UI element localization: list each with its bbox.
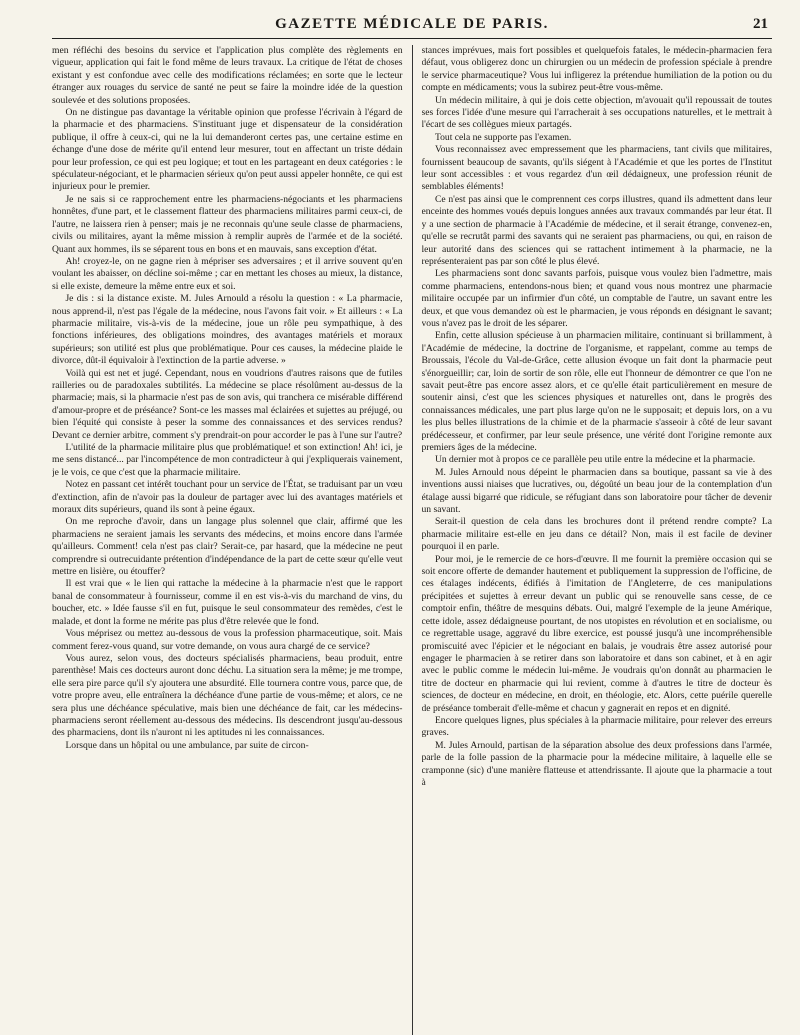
paragraph: Serait-il question de cela dans les brochures dont il prétend rendre compte? La pharmacie militaire est-elle en jeu dans ce détail? Non, mais il est facile de deviner pourquoi il en parle. <box>421 516 772 553</box>
paragraph: On me reproche d'avoir, dans un langage plus solennel que clair, affirmé que les pharmaciens ne seraient jamais les servants des médecins, et moins encore dans l'armée qu'ailleurs. Comment! cela n'est pas clair? Serait-ce, par hasard, que la médecine ne peut comprendre si outrecuidante prétention d'indépendance de la part de cette sœur qu'elle veut mettre en lisière, ou étouffer? <box>52 516 403 578</box>
paragraph: L'utilité de la pharmacie militaire plus que problématique! et son extinction! Ah! ici, je me sens distancé... par l'incompétence de mon contradicteur à qui j'expliquerais vainement, je le vois, ce que c'est que la pharmacie militaire. <box>52 442 403 478</box>
left-column <box>52 45 403 1035</box>
paragraph: Vous reconnaissez avec empressement que les pharmaciens, tant civils que militaires, fournissent beaucoup de savants, qu'ils siégent à l'Académie et que les portes de l'Institut leur sont accessibles : et vous regardez d'un œil dédaigneux, une profession réunit de semblables éléments! <box>421 144 772 193</box>
paragraph: Ce n'est pas ainsi que le comprennent ces corps illustres, quand ils admettent dans leur enceinte des hommes voués depuis longues années aux travaux commandés par leur état. Il y a une section de pharmacie à l'Académie de médecine, et il serait étrange, convenez-en, qu'elle se recrutât parmi des savants qui ne seraient pas pharmaciens, ou qui, en raison de leur autorité dans des sciences qui se rattachent intimement à la pharmacie, ne la représenteraient pas par son côté le plus élevé. <box>421 193 772 267</box>
running-header <box>52 8 772 39</box>
paragraph: Je ne sais si ce rapprochement entre les pharmaciens-négociants et les pharmaciens honnêtes, d'une part, et le classement flatteur des pharmaciens militaires parmi ceux-ci, de l'autre, ne laissera rien à penser; mais je ne reconnais qu'une seule classe de pharmaciens, civils ou militaires, ayant la même mission à remplir auprès de l'armée et de la société. Quant aux hommes, ils se séparent tous en bons et en mauvais, sans exception d'état. <box>52 193 403 255</box>
paragraph: Un dernier mot à propos ce ce parallèle peu utile entre la médecine et la pharmacie. <box>434 454 756 466</box>
paragraph: M. Jules Arnould, partisan de la séparation absolue des deux professions dans l'armée, parle de la folle passion de la pharmacie pour la médecine militaire, à laquelle elle se cramponne (sic) d'une manière flatteuse et attendrissante. Il ajoute que la pharmacie a tout à <box>421 739 772 788</box>
paragraph: M. Jules Arnould nous dépeint le pharmacien dans sa boutique, passant sa vie à des inventions aussi niaises que lucratives, ou, dégoûté un beau jour de la contemplation d'un étalage aussi bigarré que ridicule, se réfugiant dans son laboratoire pour tâcher de devenir un savant. <box>421 466 772 516</box>
paragraph: On ne distingue pas davantage la véritable opinion que professe l'écrivain à l'égard de la pharmacie et des pharmaciens. S'instituant juge et dispensateur de la considération publique, il offre à ceux-ci, qui ne la lui demanderont certes pas, une certaine estime en échange d'une dose de mérite qu'il entend leur mesurer, tout en affectant un triste dédain pour leur profession, ce qui est peu logique; et tout en les partageant en deux catégories : le spéculateur-négociant, et le pharmacien sérieux qu'on peut aussi appeler honnête, ce qui est injurieux pour le premier. <box>52 107 403 193</box>
paragraph: Il est vrai que « le lien qui rattache la médecine à la pharmacie n'est que le rapport banal de consommateur à fournisseur, comme il en est vis-à-vis du marchand de vins, du boucher, etc. » Idée fausse s'il en fut, puisque le seul consommateur des remèdes, c'est le malade, et dont la forme ne mérite pas plus d'être relevée que le fond. <box>52 578 403 627</box>
paragraph: Vous méprisez ou mettez au-dessous de vous la profession pharmaceutique, soit. Mais comment ferez-vous quand, sur votre demande, on vous aura chargé de ce service? <box>52 628 403 652</box>
paragraph: Tout cela ne supporte pas l'examen. <box>434 131 572 143</box>
paragraph: Lorsque dans un hôpital ou une ambulance, par suite de circon- <box>65 739 309 751</box>
paragraph: Pour moi, je le remercie de ce hors-d'œuvre. Il me fournit la première occasion qui se soit encore offerte de demander hautement et publiquement la suppression de l'officine, de ces étalages indécents, édifiés à l'imitation de l'Angleterre, de ces manipulations précipitées et sujettes à erreur devant un public qui se renouvelle sans cesse, de ce comptoir enfin, théâtre de mesquins débats. Oui, malgré l'exemple de la jeune Amérique, cette idole, assez dédaigneuse pourtant, de nos utopistes en révolution et en socialisme, ou ce regrettable usage, aggravé du libre exercice, est poussé jusqu'à une incompréhensible promiscuité avec l'épicier et le négociant en balais, je voudrais être assez autorisé pour engager le pharmacien à se retirer dans son laboratoire et dans son cabinet, et à en agir avec le public comme le médecin lui-même. Je voudrais qu'on donnât au pharmacien le titre de docteur en pharmacie qui lui revient, comme à d'autres le titre de docteur ès sciences, de docteur en médecine, en droit, en théologie, etc. Alors, cette puérile querelle de préséance tomberait d'elle-même et chacun y gagnerait en repos et en dignité. <box>421 553 772 714</box>
paragraph: Je dis : si la distance existe. M. Jules Arnould a résolu la question : « La pharmacie, nous apprend-il, n'est pas l'égale de la médecine, nous l'avons fait voir. » Et ailleurs : « La pharmacie militaire, vis-à-vis de la médecine, joue un rôle peu sympathique, à des fonctions inférieures, des obligations moindres, des avantages matériels et moraux supérieurs; son utilité est plus que problématique. Pour ces causes, la médecine plaide le divorce, dût-il équivaloir à l'extinction de la partie adverse. » <box>52 293 403 367</box>
page-number: 21 <box>753 16 768 32</box>
paragraph: Voilà qui est net et jugé. Cependant, nous en voudrions d'autres raisons que de futiles railleries ou de paradoxales subtilités. La médecine se place résolûment au-dessus de la pharmacie; mais, si la pharmacie n'est pas de son avis, qui tranchera ce misérable différend d'amour-propre et de préséance? Sont-ce les masses mal éclairées et sujettes au préjugé, ou bien l'équité qui consiste à peser la somme des connaissances et des services rendus? Devant ce dernier arbitre, comment s'y prendrait-on pour accorder le pas à l'une sur l'autre? <box>52 367 403 441</box>
column-divider <box>412 45 413 1035</box>
text-columns <box>52 45 772 1035</box>
paragraph: men réfléchi des besoins du service et l'application plus complète des règlements en vigueur, application qui fait le fond même de leurs travaux. La critique de l'état de choses existant y est confondue avec celle des modifications réclamées; en sorte que le lecteur étranger aux rouages du service de santé ne peut se faire la moindre idée de la question soulevée et des solutions proposées. <box>52 45 403 106</box>
right-column <box>422 45 773 1035</box>
paragraph: Vous aurez, selon vous, des docteurs spécialisés pharmaciens, beau produit, entre parenthèse! Mais ces docteurs auront donc déchu. La situation sera la même; je me trompe, elle sera pire parce qu'il s'y ajoutera une absurdité. Elle tournera contre vous, parce que, de votre propre aveu, elle entraînera la déchéance d'une partie de vous-même; et alors, ce ne sera plus une déchéance spéculative, mais bien une déchéance de fait, car les médecins-pharmaciens seront réellement au-dessous des médecins. Ils descendront jusqu'au-dessous des pharmaciens, dont ils n'auront ni les aptitudes ni les connaissances. <box>52 652 403 739</box>
paragraph: Les pharmaciens sont donc savants parfois, puisque vous voulez bien l'admettre, mais comme pharmaciens, entendons-nous bien; et quand vous nous montrez une pharmacie militaire occupée par un infirmier d'un côté, un comptable de l'autre, un savant entre les deux, et que vous demandez où est le pharmacien, je vous réponds en désignant le savant; vous n'avez pas le droit de les séparer. <box>421 268 772 329</box>
paragraph: Ah! croyez-le, on ne gagne rien à mépriser ses adversaires ; et il arrive souvent qu'en voulant les abaisser, on décline soi-même ; car en mettant les choses au mieux, la distance, si elle existe, demeure la même entre eux et soi. <box>52 255 403 292</box>
paragraph: Un médecin militaire, à qui je dois cette objection, m'avouait qu'il repoussait de toutes ses forces l'idée d'une mesure qui l'arracherait à ses occupations naturelles, et le mettrait à l'écart de ses collègues mieux partagés. <box>421 94 772 131</box>
paragraph: Encore quelques lignes, plus spéciales à la pharmacie militaire, pour relever des erreurs graves. <box>421 714 772 739</box>
journal-title: GAZETTE MÉDICALE DE PARIS. <box>275 16 549 32</box>
paragraph: stances imprévues, mais fort possibles et quelquefois fatales, le médecin-pharmacien fera défaut, vous obligerez donc un chirurgien ou un médecin de profession spéciale à prendre le service pharmaceutique? Vous lui infligerez la prétendue humiliation de la potion ou du compte en médicaments; vous la subirez peut-être vous-même. <box>421 45 772 94</box>
paragraph: Notez en passant cet intérêt touchant pour un service de l'État, se traduisant par un vœu d'extinction, afin de n'avoir pas la douleur de partager avec lui des avantages matériels et moraux dits supérieurs, quand ils sont à peine égaux. <box>52 479 403 516</box>
paragraph: Enfin, cette allusion spécieuse à un pharmacien militaire, continuant si brillamment, à l'Académie de médecine, la doctrine de l'organisme, et rappelant, comme au temps de Broussais, l'école du Val-de-Grâce, cette allusion évoque un fait dont la pharmacie peut s'énorgueillir; car, loin de sortir de son rôle, elle eut l'honneur de démontrer ce que l'on ne savait peut-être pas encore assez alors, et ce qu'elle était particulièrement en mesure de soutenir ainsi, c'est que les sciences physiques et naturelles ont, dans le progrès des connaissances médicales, une part plus large qu'on ne le supposait; et depuis lors, on a vu les plus belles illustrations de la chimie et de la pharmacie s'asseoir à côté de leur savant prédécesseur, et confirmer, par leur seule présence, une vérité dont l'origine remonte aux premiers âges de la médecine. <box>421 330 772 453</box>
